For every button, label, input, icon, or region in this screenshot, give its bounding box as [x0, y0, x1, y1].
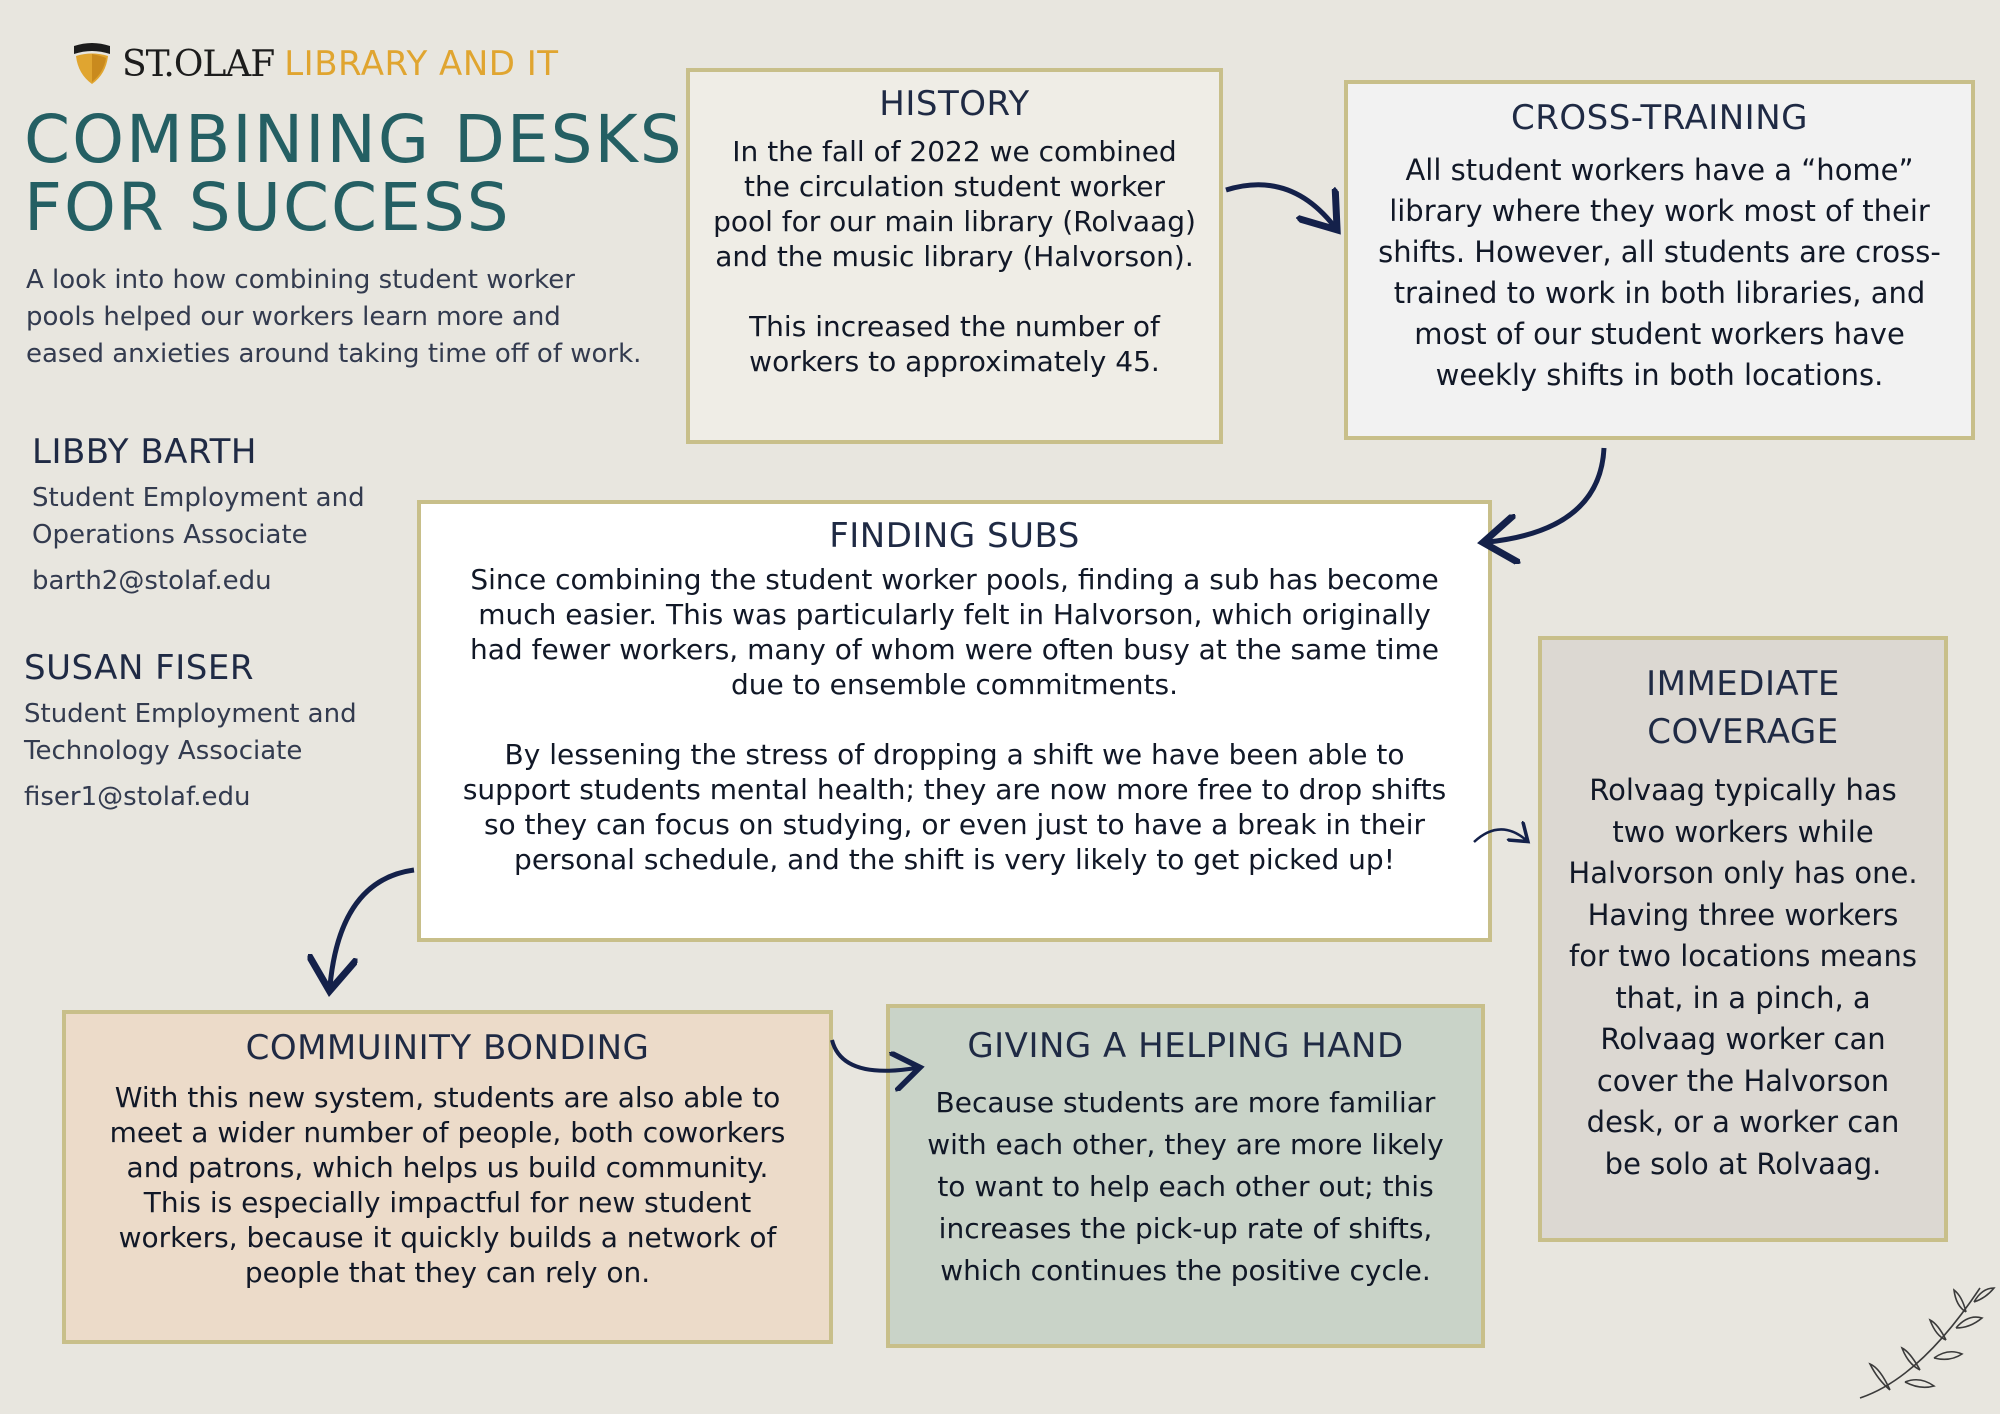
person-role — [24, 696, 424, 770]
text-line: Rolvaag typically has — [1589, 773, 1897, 807]
person-name: LIBBY BARTH — [32, 432, 257, 472]
text-line: which continues the positive cycle. — [940, 1254, 1431, 1287]
text-line: and patrons, which helps us build community. — [126, 1151, 769, 1184]
history-body — [690, 134, 1219, 379]
logo-department: LIBRARY AND IT — [284, 44, 559, 84]
person-susan-fiser — [24, 648, 424, 812]
person-email[interactable]: fiser1@stolaf.edu — [24, 782, 251, 812]
cross-training-body — [1348, 150, 1971, 396]
text-line: with each other, they are more likely — [927, 1128, 1444, 1161]
text-line: due to ensemble commitments. — [731, 668, 1178, 701]
text-line: people that they can rely on. — [244, 1256, 651, 1289]
text-line: Since combining the student worker pools, finding a sub has become — [470, 563, 1439, 596]
subtitle-line: pools helped our workers learn more and — [26, 302, 561, 332]
text-line: shifts. However, all students are cross- — [1378, 235, 1941, 269]
text-line: By lessening the stress of dropping a shift we have been able to — [504, 738, 1405, 771]
immediate-coverage-box — [1538, 636, 1948, 1242]
text-line: With this new system, students are also able to — [114, 1081, 781, 1114]
title-line: IMMEDIATE — [1646, 664, 1840, 704]
person-name: SUSAN FISER — [24, 648, 254, 688]
person-email[interactable]: barth2@stolaf.edu — [32, 566, 272, 596]
role-line: Student Employment and — [32, 483, 365, 513]
helping-hand-body — [890, 1082, 1481, 1292]
title-line: FOR SUCCESS — [24, 169, 511, 246]
text-line: most of our student workers have — [1414, 317, 1905, 351]
text-line: had fewer workers, many of whom were often busy at the same time — [470, 633, 1439, 666]
arrow-icon — [1488, 448, 1604, 542]
finding-subs-box — [417, 500, 1492, 942]
text-line: the circulation student worker — [744, 170, 1165, 203]
text-line: cover the Halvorson — [1596, 1063, 1890, 1098]
text-line: meet a wider number of people, both coworkers — [109, 1116, 786, 1149]
text-line: trained to work in both libraries, and — [1393, 276, 1926, 310]
person-role — [32, 480, 432, 554]
text-line: Because students are more familiar — [935, 1086, 1436, 1119]
history-title: HISTORY — [879, 84, 1030, 124]
role-line: Operations Associate — [32, 520, 308, 550]
text-line: two workers while — [1612, 814, 1874, 849]
subtitle-line: eased anxieties around taking time off of work. — [26, 339, 642, 369]
text-line: Rolvaag worker can — [1600, 1022, 1886, 1056]
text-line: Halvorson only has one. — [1568, 856, 1918, 890]
text-line: weekly shifts in both locations. — [1435, 358, 1884, 392]
text-line: be solo at Rolvaag. — [1604, 1146, 1882, 1181]
title-line: COMBINING DESKS — [24, 101, 684, 178]
text-line: pool for our main library (Rolvaag) — [713, 205, 1196, 238]
cross-training-box — [1344, 80, 1975, 440]
text-line: library where they work most of their — [1389, 194, 1930, 228]
finding-subs-title: FINDING SUBS — [829, 516, 1080, 556]
text-line: that, in a pinch, a — [1615, 980, 1871, 1015]
person-libby-barth — [32, 432, 432, 596]
title-line: COVERAGE — [1647, 712, 1839, 752]
text-line: increases the pick-up rate of shifts, — [938, 1212, 1433, 1245]
cross-training-title: CROSS-TRAINING — [1511, 98, 1808, 138]
leaf-sprig-icon — [1850, 1268, 2000, 1414]
history-box — [686, 68, 1223, 444]
immediate-coverage-body — [1542, 770, 1944, 1185]
community-bonding-box — [62, 1010, 833, 1344]
role-line: Technology Associate — [24, 736, 303, 766]
subtitle-line: A look into how combining student worker — [26, 265, 575, 295]
text-line: support students mental health; they are now more free to drop shifts — [462, 773, 1447, 806]
text-line: personal schedule, and the shift is very likely to get picked up! — [514, 843, 1395, 876]
role-line: Student Employment and — [24, 699, 357, 729]
logo-name: ST.OLAF — [122, 43, 275, 85]
page-title — [24, 101, 684, 246]
text-line: desk, or a worker can — [1586, 1105, 1900, 1139]
text-line: workers to approximately 45. — [749, 345, 1160, 378]
arrow-icon — [1226, 185, 1334, 226]
text-line: and the music library (Halvorson). — [715, 240, 1194, 273]
text-line: This is especially impactful for new student — [143, 1186, 752, 1219]
community-bonding-body — [66, 1080, 829, 1290]
text-line: workers, because it quickly builds a network of — [118, 1221, 777, 1254]
text-line: In the fall of 2022 we combined — [732, 135, 1177, 168]
text-line: This increased the number of — [749, 310, 1160, 343]
shield-logo-icon — [72, 42, 112, 86]
arrow-icon — [330, 870, 414, 986]
text-line: to want to help each other out; this — [937, 1170, 1434, 1203]
text-line: so they can focus on studying, or even just to have a break in their — [483, 808, 1426, 841]
text-line: Having three workers — [1587, 897, 1899, 932]
logo — [72, 40, 559, 88]
text-line: much easier. This was particularly felt in Halvorson, which originally — [478, 598, 1431, 631]
text-line: for two locations means — [1569, 939, 1917, 973]
finding-subs-body — [421, 562, 1488, 877]
helping-hand-box — [886, 1004, 1485, 1348]
community-bonding-title: COMMUINITY BONDING — [245, 1028, 650, 1068]
text-line: All student workers have a “home” — [1405, 153, 1914, 187]
helping-hand-title: GIVING A HELPING HAND — [967, 1026, 1404, 1066]
immediate-coverage-title — [1542, 660, 1944, 756]
page-subtitle — [26, 262, 666, 373]
